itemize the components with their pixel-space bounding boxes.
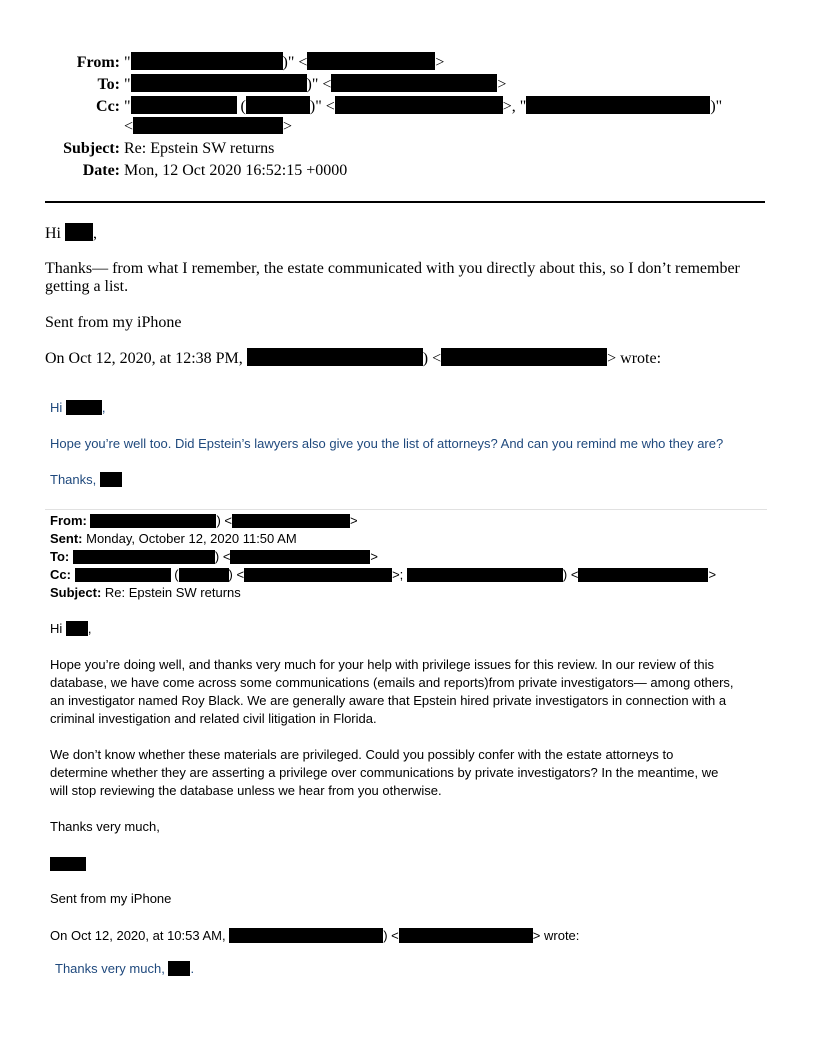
orig-last-line: Thanks very much, . bbox=[55, 961, 195, 976]
redaction bbox=[399, 928, 533, 943]
subject-row bbox=[0, 138, 816, 159]
redaction bbox=[244, 568, 392, 582]
redaction bbox=[246, 96, 310, 114]
redaction bbox=[65, 223, 93, 241]
orig-closing: Thanks very much, bbox=[50, 819, 160, 834]
redaction bbox=[66, 621, 88, 636]
reply-body-line-2: getting a list. bbox=[45, 278, 129, 295]
redaction bbox=[232, 514, 350, 528]
redaction bbox=[90, 514, 216, 528]
orig-signature: Sent from my iPhone bbox=[50, 891, 172, 906]
redaction bbox=[66, 400, 102, 415]
quoted-body: Hope you’re well too. Did Epstein’s lawyers also give you the list of attorneys? And can you remind me who they are? bbox=[50, 436, 724, 451]
quoted-closing: Thanks, bbox=[50, 471, 122, 489]
reply-quote-intro: On Oct 12, 2020, at 12:38 PM, ) < > wrote: bbox=[45, 350, 662, 367]
redaction bbox=[307, 52, 435, 70]
to-label: To: bbox=[97, 76, 120, 93]
redaction bbox=[50, 857, 86, 871]
from-row bbox=[0, 52, 816, 73]
date-label: Date: bbox=[82, 162, 120, 179]
redaction bbox=[526, 96, 710, 114]
from-label: From: bbox=[76, 54, 120, 71]
orig-quote-intro: On Oct 12, 2020, at 10:53 AM, ) < > wrote: bbox=[50, 928, 580, 943]
from-value: " )" < > bbox=[124, 54, 445, 71]
date-row bbox=[0, 160, 816, 181]
orig-from-row: From: ) < > bbox=[50, 513, 358, 528]
redaction bbox=[247, 348, 423, 366]
redaction bbox=[179, 568, 229, 582]
redaction bbox=[100, 472, 122, 487]
redaction bbox=[131, 52, 283, 70]
redaction bbox=[407, 568, 563, 582]
to-row bbox=[0, 74, 816, 95]
orig-paragraph-2: We don’t know whether these materials are privileged. Could you possibly confer with the estate attorneys to determine whether they are asserting a privilege over communications by private investigators? In the meantime, we will stop reviewing the database unless we hear from you otherwise. bbox=[50, 747, 719, 798]
to-value: " )" < > bbox=[124, 76, 507, 93]
redaction bbox=[578, 568, 708, 582]
subject-label: Subject: bbox=[63, 140, 120, 157]
date-value: Mon, 12 Oct 2020 16:52:15 +0000 bbox=[124, 162, 348, 179]
redaction bbox=[331, 74, 497, 92]
orig-sent-row: Sent: Monday, October 12, 2020 11:50 AM bbox=[50, 531, 297, 546]
redaction bbox=[229, 928, 383, 943]
redaction bbox=[441, 348, 607, 366]
cc-row bbox=[0, 96, 816, 117]
reply-signature: Sent from my iPhone bbox=[45, 314, 182, 331]
quoted-greeting: Hi , bbox=[50, 400, 106, 415]
cc-value: " ( )" < >, " )" bbox=[124, 98, 723, 115]
header-divider bbox=[45, 201, 765, 203]
orig-to-row: To: ) < > bbox=[50, 549, 379, 564]
orig-subject-row: Subject: Re: Epstein SW returns bbox=[50, 585, 241, 600]
orig-cc-row: Cc: ( ) < >; ) < > bbox=[50, 567, 717, 582]
orig-paragraph-1: Hope you’re doing well, and thanks very much for your help with privilege issues for this review. In our review of this database, we have come across some communications (emails and reports)from private investigators— among others, an investigator named Roy Black. We are generally aware that Epstein hired private investigators in connection with a criminal investigation and related civil litigation in Florida. bbox=[50, 657, 734, 726]
message-separator bbox=[45, 509, 767, 510]
redaction bbox=[75, 568, 171, 582]
cc-label: Cc: bbox=[96, 98, 120, 115]
subject-value: Re: Epstein SW returns bbox=[124, 140, 275, 157]
redaction bbox=[131, 96, 237, 114]
original-message-header bbox=[50, 512, 765, 602]
redaction bbox=[73, 550, 215, 564]
reply-greeting: Hi , bbox=[45, 225, 97, 242]
orig-greeting: Hi , bbox=[50, 621, 92, 636]
redaction bbox=[133, 117, 283, 134]
email-header bbox=[0, 52, 816, 182]
redaction bbox=[168, 961, 190, 976]
redaction bbox=[230, 550, 370, 564]
redaction bbox=[335, 96, 503, 114]
reply-body-line-1: Thanks— from what I remember, the estate communicated with you directly about this, so I don’t remember bbox=[45, 260, 740, 277]
cc-row-continued: < > bbox=[124, 118, 293, 135]
redaction bbox=[131, 74, 307, 92]
